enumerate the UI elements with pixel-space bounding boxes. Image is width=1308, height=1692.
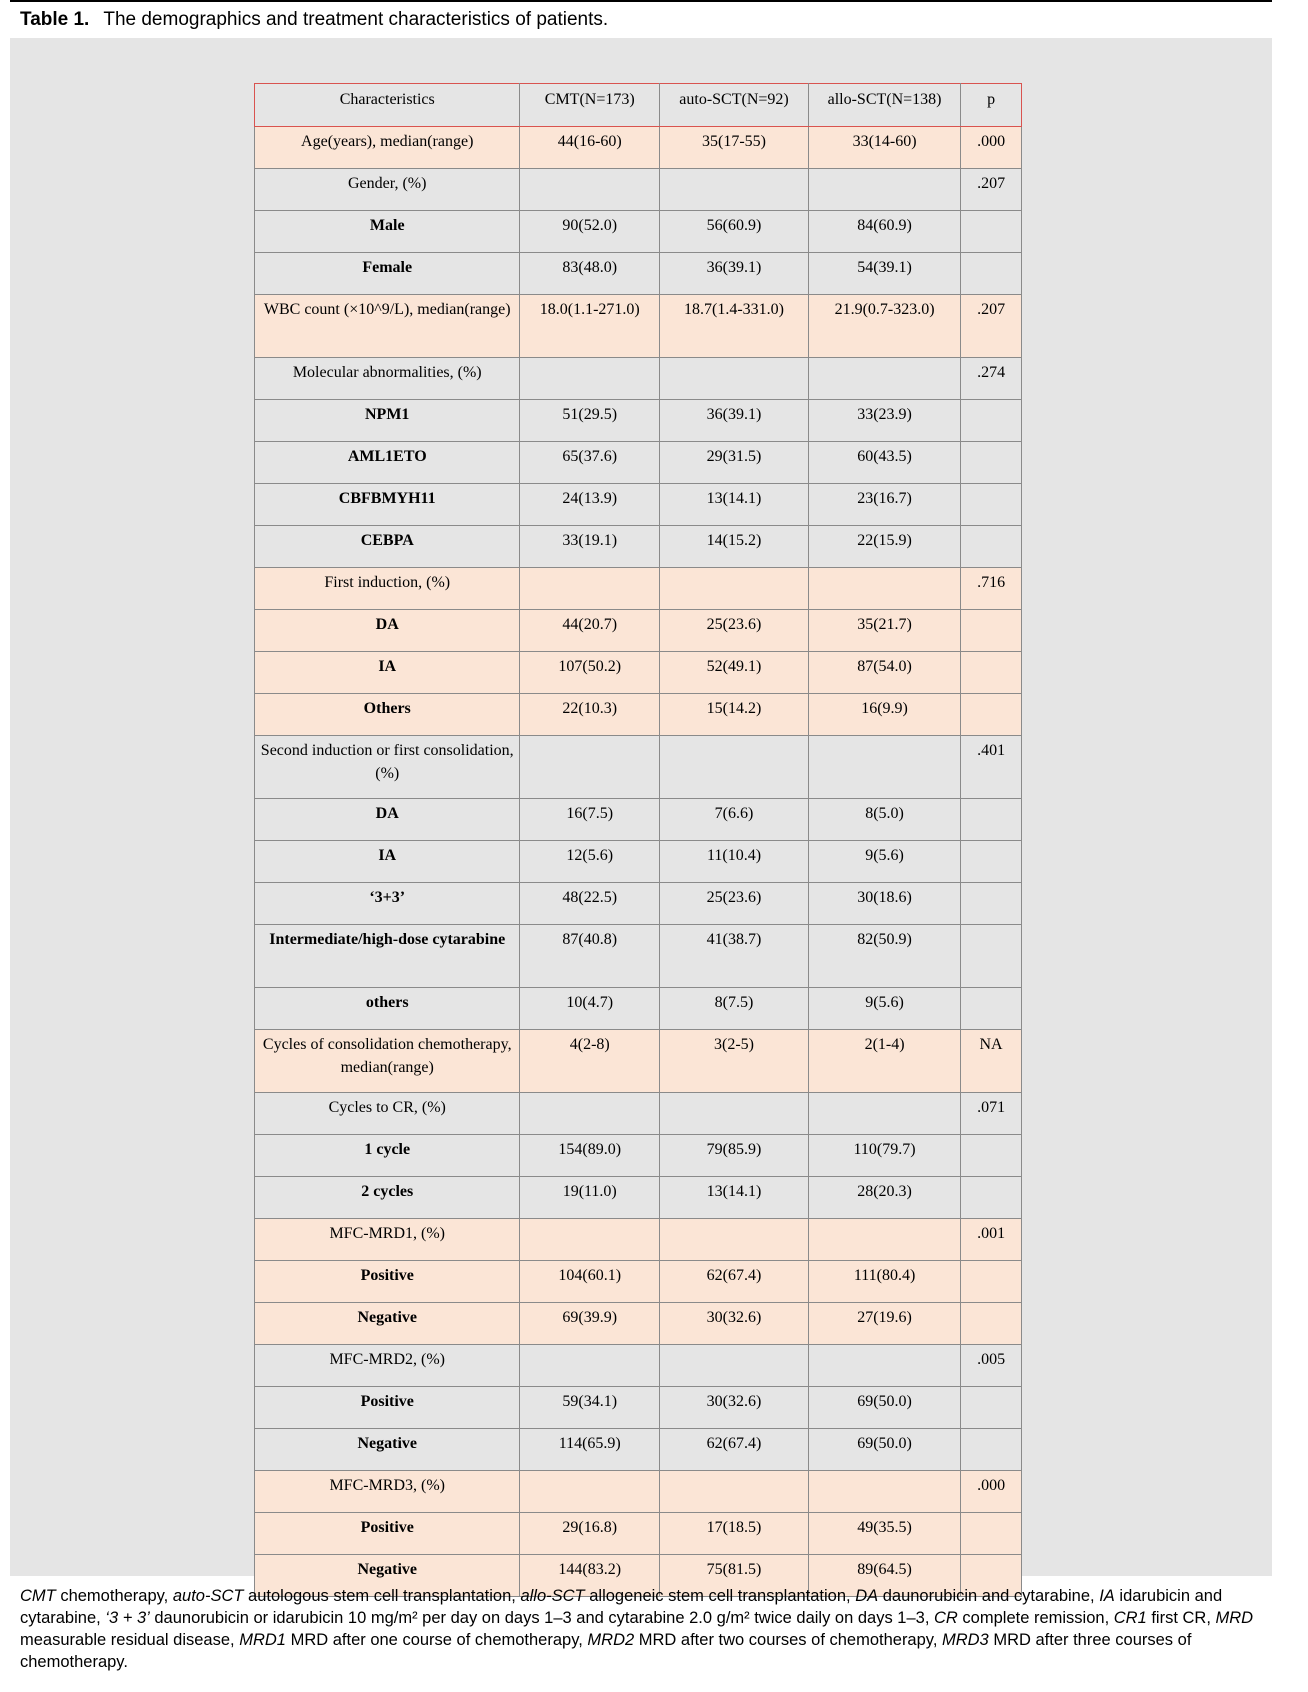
allo-sct-value: 54(39.1): [808, 253, 960, 295]
p-value: [961, 1429, 1022, 1471]
table-row: [255, 1513, 1022, 1555]
table-row: [255, 400, 1022, 442]
auto-sct-value: 13(14.1): [660, 1177, 809, 1219]
p-value: .005: [961, 1345, 1022, 1387]
auto-sct-value: 30(32.6): [660, 1387, 809, 1429]
cmt-value: [520, 169, 660, 211]
allo-sct-value: 22(15.9): [808, 526, 960, 568]
table-row: [255, 883, 1022, 925]
auto-sct-value: 3(2-5): [660, 1030, 809, 1093]
definition: MRD after one course of chemotherapy,: [285, 1631, 588, 1649]
cmt-value: 4(2-8): [520, 1030, 660, 1093]
cmt-value: 10(4.7): [520, 988, 660, 1030]
table-label: Table 1.: [20, 9, 90, 30]
cmt-value: [520, 1219, 660, 1261]
definition: MRD after three courses of chemotherapy.: [20, 1631, 1192, 1671]
allo-sct-value: 28(20.3): [808, 1177, 960, 1219]
auto-sct-value: [660, 358, 809, 400]
allo-sct-value: [808, 169, 960, 211]
p-value: [961, 610, 1022, 652]
cmt-value: 12(5.6): [520, 841, 660, 883]
allo-sct-value: 69(50.0): [808, 1387, 960, 1429]
auto-sct-value: 17(18.5): [660, 1513, 809, 1555]
p-value: [961, 799, 1022, 841]
p-value: [961, 1387, 1022, 1429]
table-row: [255, 169, 1022, 211]
cmt-value: 19(11.0): [520, 1177, 660, 1219]
p-value: [961, 1135, 1022, 1177]
p-value: [961, 211, 1022, 253]
characteristic: MFC-MRD1, (%): [255, 1219, 520, 1261]
cmt-value: [520, 568, 660, 610]
table-row: [255, 1345, 1022, 1387]
table-row: [255, 799, 1022, 841]
allo-sct-value: [808, 358, 960, 400]
cmt-value: 144(83.2): [520, 1555, 660, 1597]
characteristic: CBFBMYH11: [255, 484, 520, 526]
definition: measurable residual disease,: [20, 1631, 240, 1649]
definition: MRD after two courses of chemotherapy,: [634, 1631, 942, 1649]
cmt-value: 154(89.0): [520, 1135, 660, 1177]
allo-sct-value: 110(79.7): [808, 1135, 960, 1177]
definition: daunorubicin or idarubicin 10 mg/m² per day on days 1–3 and cytarabine 2.0 g/m² twice daily on days 1–3,: [149, 1609, 934, 1627]
abbreviation: MRD: [1215, 1609, 1254, 1627]
table-footnote: [20, 1585, 1270, 1673]
p-value: [961, 1303, 1022, 1345]
auto-sct-value: 75(81.5): [660, 1555, 809, 1597]
table-row: [255, 1303, 1022, 1345]
allo-sct-value: 30(18.6): [808, 883, 960, 925]
table-row: [255, 1135, 1022, 1177]
header-characteristics: Characteristics: [255, 84, 520, 127]
p-value: [961, 1261, 1022, 1303]
auto-sct-value: [660, 736, 809, 799]
cmt-value: 24(13.9): [520, 484, 660, 526]
table-row: [255, 736, 1022, 799]
auto-sct-value: 14(15.2): [660, 526, 809, 568]
p-value: .716: [961, 568, 1022, 610]
table-row: [255, 1093, 1022, 1135]
allo-sct-value: 8(5.0): [808, 799, 960, 841]
characteristic: WBC count (×10^9/L), median(range): [255, 295, 520, 358]
table-row: [255, 841, 1022, 883]
p-value: [961, 652, 1022, 694]
table-row: [255, 694, 1022, 736]
abbreviation: allo-SCT: [520, 1587, 585, 1605]
cmt-value: [520, 1093, 660, 1135]
auto-sct-value: 79(85.9): [660, 1135, 809, 1177]
table-row: [255, 442, 1022, 484]
allo-sct-value: 23(16.7): [808, 484, 960, 526]
cmt-value: 18.0(1.1-271.0): [520, 295, 660, 358]
allo-sct-value: 111(80.4): [808, 1261, 960, 1303]
cmt-value: 90(52.0): [520, 211, 660, 253]
p-value: .207: [961, 169, 1022, 211]
table-row: [255, 1261, 1022, 1303]
cmt-value: 16(7.5): [520, 799, 660, 841]
characteristic: Negative: [255, 1555, 520, 1597]
abbreviation: MRD2: [587, 1631, 635, 1649]
abbreviation: ‘3 + 3’: [105, 1609, 150, 1627]
table-row: [255, 295, 1022, 358]
characteristic: Intermediate/high-dose cytarabine: [255, 925, 520, 988]
p-value: [961, 883, 1022, 925]
characteristic: Cycles to CR, (%): [255, 1093, 520, 1135]
characteristic: Female: [255, 253, 520, 295]
p-value: [961, 841, 1022, 883]
allo-sct-value: 69(50.0): [808, 1429, 960, 1471]
definition: autologous stem cell transplantation,: [243, 1587, 521, 1605]
table-row: [255, 526, 1022, 568]
auto-sct-value: [660, 1345, 809, 1387]
table-row: [255, 1177, 1022, 1219]
table-row: [255, 253, 1022, 295]
demographics-table: [254, 83, 1022, 1597]
cmt-value: 44(20.7): [520, 610, 660, 652]
characteristic: Molecular abnormalities, (%): [255, 358, 520, 400]
table-row: [255, 925, 1022, 988]
allo-sct-value: 9(5.6): [808, 841, 960, 883]
characteristic: Positive: [255, 1513, 520, 1555]
characteristic: Negative: [255, 1429, 520, 1471]
table-caption: [20, 9, 608, 31]
auto-sct-value: [660, 1093, 809, 1135]
allo-sct-value: 35(21.7): [808, 610, 960, 652]
definition: chemotherapy,: [55, 1587, 173, 1605]
cmt-value: 83(48.0): [520, 253, 660, 295]
table-row: [255, 358, 1022, 400]
abbreviation: auto-SCT: [172, 1587, 244, 1605]
p-value: [961, 925, 1022, 988]
auto-sct-value: 25(23.6): [660, 883, 809, 925]
header-cmt: CMT(N=173): [520, 84, 660, 127]
allo-sct-value: 87(54.0): [808, 652, 960, 694]
characteristic: IA: [255, 652, 520, 694]
allo-sct-value: 84(60.9): [808, 211, 960, 253]
allo-sct-value: 89(64.5): [808, 1555, 960, 1597]
table-row: [255, 1030, 1022, 1093]
p-value: .274: [961, 358, 1022, 400]
p-value: .001: [961, 1219, 1022, 1261]
header-allo-sct: allo-SCT(N=138): [808, 84, 960, 127]
auto-sct-value: 18.7(1.4-331.0): [660, 295, 809, 358]
cmt-value: 87(40.8): [520, 925, 660, 988]
p-value: [961, 1513, 1022, 1555]
characteristic: First induction, (%): [255, 568, 520, 610]
table-row: [255, 610, 1022, 652]
auto-sct-value: 62(67.4): [660, 1429, 809, 1471]
abbreviation: MRD1: [239, 1631, 286, 1649]
table-row: [255, 484, 1022, 526]
header-p-value: p: [961, 84, 1022, 127]
characteristic: Positive: [255, 1387, 520, 1429]
cmt-value: [520, 1345, 660, 1387]
cmt-value: 107(50.2): [520, 652, 660, 694]
characteristic: Others: [255, 694, 520, 736]
table-row: [255, 1429, 1022, 1471]
p-value: .401: [961, 736, 1022, 799]
p-value: [961, 988, 1022, 1030]
characteristic: Age(years), median(range): [255, 127, 520, 169]
p-value: [961, 694, 1022, 736]
characteristic: Gender, (%): [255, 169, 520, 211]
p-value: .000: [961, 127, 1022, 169]
definition: complete remission,: [957, 1609, 1114, 1627]
cmt-value: 48(22.5): [520, 883, 660, 925]
auto-sct-value: 62(67.4): [660, 1261, 809, 1303]
allo-sct-value: 33(23.9): [808, 400, 960, 442]
auto-sct-value: 7(6.6): [660, 799, 809, 841]
cmt-value: [520, 1471, 660, 1513]
definition: allogeneic stem cell transplantation,: [584, 1587, 856, 1605]
allo-sct-value: 2(1-4): [808, 1030, 960, 1093]
cmt-value: 29(16.8): [520, 1513, 660, 1555]
auto-sct-value: 29(31.5): [660, 442, 809, 484]
auto-sct-value: 56(60.9): [660, 211, 809, 253]
cmt-value: 22(10.3): [520, 694, 660, 736]
characteristic: DA: [255, 610, 520, 652]
cmt-value: 114(65.9): [520, 1429, 660, 1471]
auto-sct-value: [660, 169, 809, 211]
characteristic: 2 cycles: [255, 1177, 520, 1219]
table-row: [255, 127, 1022, 169]
characteristic: NPM1: [255, 400, 520, 442]
characteristic: Male: [255, 211, 520, 253]
table-row: [255, 1219, 1022, 1261]
auto-sct-value: [660, 1219, 809, 1261]
p-value: [961, 253, 1022, 295]
characteristic: ‘3+3’: [255, 883, 520, 925]
p-value: [961, 442, 1022, 484]
abbreviation: CR1: [1113, 1609, 1147, 1627]
characteristic: AML1ETO: [255, 442, 520, 484]
auto-sct-value: [660, 1471, 809, 1513]
allo-sct-value: 33(14-60): [808, 127, 960, 169]
allo-sct-value: 9(5.6): [808, 988, 960, 1030]
table-row: [255, 211, 1022, 253]
table-row: [255, 1387, 1022, 1429]
characteristic: IA: [255, 841, 520, 883]
p-value: [961, 484, 1022, 526]
auto-sct-value: 36(39.1): [660, 253, 809, 295]
allo-sct-value: 16(9.9): [808, 694, 960, 736]
table-row: [255, 652, 1022, 694]
cmt-value: [520, 736, 660, 799]
table-row: [255, 1471, 1022, 1513]
p-value: .000: [961, 1471, 1022, 1513]
cmt-value: 104(60.1): [520, 1261, 660, 1303]
auto-sct-value: 30(32.6): [660, 1303, 809, 1345]
characteristic: Cycles of consolidation chemotherapy, median(range): [255, 1030, 520, 1093]
allo-sct-value: 49(35.5): [808, 1513, 960, 1555]
abbreviation: MRD3: [941, 1631, 989, 1649]
auto-sct-value: [660, 568, 809, 610]
auto-sct-value: 13(14.1): [660, 484, 809, 526]
table-row: [255, 568, 1022, 610]
cmt-value: 59(34.1): [520, 1387, 660, 1429]
characteristic: MFC-MRD3, (%): [255, 1471, 520, 1513]
allo-sct-value: 27(19.6): [808, 1303, 960, 1345]
p-value: [961, 1177, 1022, 1219]
auto-sct-value: 41(38.7): [660, 925, 809, 988]
allo-sct-value: 82(50.9): [808, 925, 960, 988]
cmt-value: 51(29.5): [520, 400, 660, 442]
table-header-row: [255, 84, 1022, 127]
top-rule: [10, 0, 1272, 2]
allo-sct-value: [808, 1093, 960, 1135]
characteristic: MFC-MRD2, (%): [255, 1345, 520, 1387]
characteristic: DA: [255, 799, 520, 841]
table-row: [255, 988, 1022, 1030]
auto-sct-value: 8(7.5): [660, 988, 809, 1030]
cmt-value: 65(37.6): [520, 442, 660, 484]
p-value: .207: [961, 295, 1022, 358]
allo-sct-value: [808, 568, 960, 610]
cmt-value: 69(39.9): [520, 1303, 660, 1345]
characteristic: others: [255, 988, 520, 1030]
cmt-value: [520, 358, 660, 400]
definition: first CR,: [1146, 1609, 1216, 1627]
p-value: NA: [961, 1030, 1022, 1093]
characteristic: CEBPA: [255, 526, 520, 568]
characteristic: Second induction or first consolidation, (%): [255, 736, 520, 799]
table-title: The demographics and treatment characteristics of patients.: [103, 9, 609, 30]
cmt-value: 33(19.1): [520, 526, 660, 568]
abbreviation: CR: [934, 1609, 958, 1627]
header-auto-sct: auto-SCT(N=92): [660, 84, 809, 127]
abbreviation: IA: [1099, 1587, 1115, 1605]
abbreviation: CMT: [20, 1587, 56, 1605]
allo-sct-value: [808, 736, 960, 799]
auto-sct-value: 15(14.2): [660, 694, 809, 736]
auto-sct-value: 52(49.1): [660, 652, 809, 694]
allo-sct-value: 60(43.5): [808, 442, 960, 484]
allo-sct-value: 21.9(0.7-323.0): [808, 295, 960, 358]
characteristic: 1 cycle: [255, 1135, 520, 1177]
p-value: [961, 526, 1022, 568]
definition: daunorubicin and cytarabine,: [878, 1587, 1100, 1605]
characteristic: Positive: [255, 1261, 520, 1303]
abbreviation: DA: [855, 1587, 879, 1605]
p-value: [961, 400, 1022, 442]
definition: idarubicin and cytarabine,: [20, 1587, 1223, 1627]
auto-sct-value: 35(17-55): [660, 127, 809, 169]
auto-sct-value: 25(23.6): [660, 610, 809, 652]
characteristic: Negative: [255, 1303, 520, 1345]
auto-sct-value: 36(39.1): [660, 400, 809, 442]
allo-sct-value: [808, 1219, 960, 1261]
p-value: .071: [961, 1093, 1022, 1135]
allo-sct-value: [808, 1345, 960, 1387]
auto-sct-value: 11(10.4): [660, 841, 809, 883]
cmt-value: 44(16-60): [520, 127, 660, 169]
allo-sct-value: [808, 1471, 960, 1513]
